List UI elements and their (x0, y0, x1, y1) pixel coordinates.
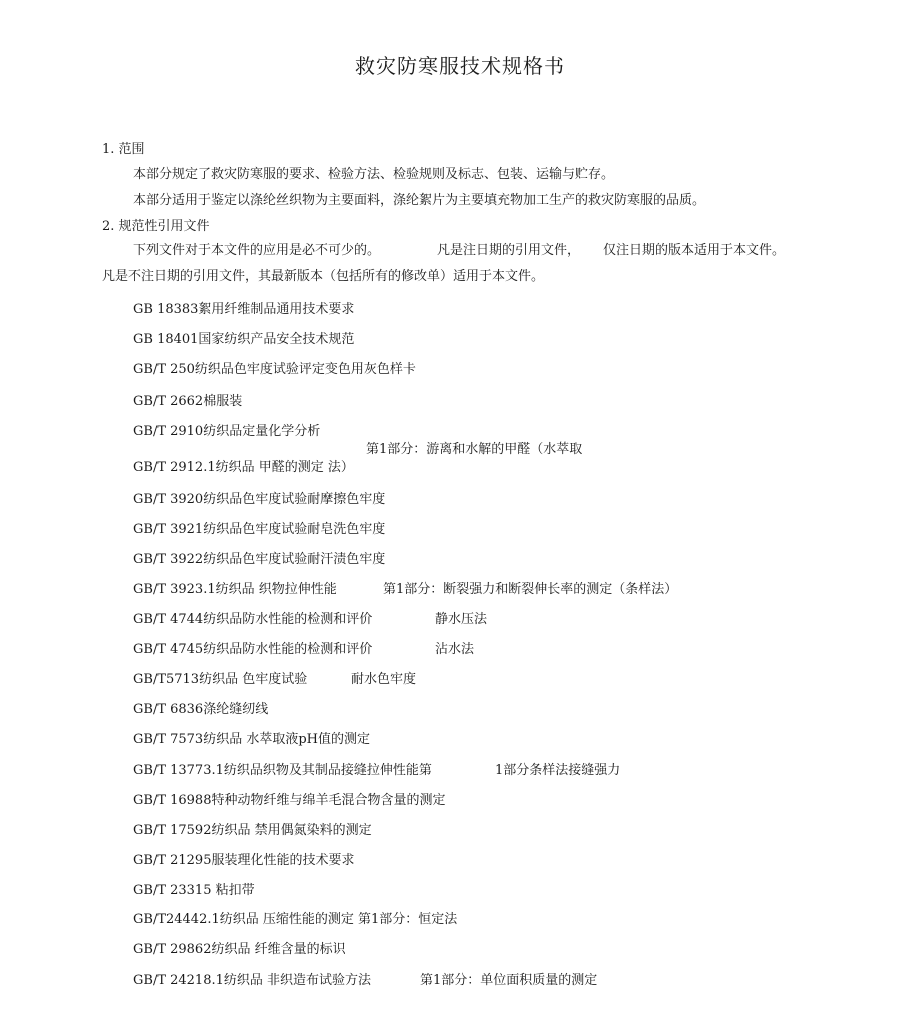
section-2-intro-c: 仅注日期的版本适用于本文件。 (603, 243, 786, 258)
section-2-heading: 2. 规范性引用文件 (102, 219, 210, 234)
section-1-paragraph-1: 本部分规定了救灾防寒服的要求、检验方法、检验规则及标志、包装、运输与贮存。 (133, 167, 615, 182)
reference-item: GB/T24442.1纺织品 压缩性能的测定 第1部分：恒定法 (133, 912, 458, 927)
reference-item: GB/T5713纺织品 色牢度试验 (133, 672, 308, 687)
reference-item: GB/T 29862纺织品 纤维含量的标识 (133, 942, 346, 957)
section-2-intro-line-2: 凡是不注日期的引用文件，其最新版本（包括所有的修改单）适用于本文件。 (102, 269, 545, 284)
section-2-intro-a: 下列文件对于本文件的应用是必不可少的。 (133, 243, 381, 258)
reference-item: GB 18401国家纺织产品安全技术规范 (133, 332, 355, 347)
reference-item: GB/T 2910纺织品定量化学分析 (133, 424, 321, 439)
reference-item-part: 1部分条样法接缝强力 (495, 763, 621, 778)
reference-item: GB 18383絮用纤维制品通用技术要求 (133, 302, 355, 317)
reference-item: GB/T 3922纺织品色牢度试验耐汗渍色牢度 (133, 552, 386, 567)
reference-item: GB/T 2912.1纺织品 甲醛的测定 法） (133, 460, 354, 475)
reference-item: GB/T 2662棉服装 (133, 394, 243, 409)
reference-item-part: 第1部分：断裂强力和断裂伸长率的测定（条样法） (383, 582, 678, 597)
section-1-heading: 1. 范围 (102, 142, 145, 157)
reference-item: GB/T 250纺织品色牢度试验评定变色用灰色样卡 (133, 362, 416, 377)
reference-item: GB/T 24218.1纺织品 非织造布试验方法 (133, 973, 372, 988)
section-2-intro-b: 凡是注日期的引用文件， (437, 243, 581, 258)
document-title: 救灾防寒服技术规格书 (355, 54, 565, 78)
reference-item: GB/T 7573纺织品 水萃取液pH值的测定 (133, 732, 370, 747)
reference-item: GB/T 23315 粘扣带 (133, 883, 255, 898)
reference-item: GB/T 4745纺织品防水性能的检测和评价 (133, 642, 373, 657)
reference-item-part: 静水压法 (435, 612, 488, 627)
reference-item-subtitle: 第1部分：游离和水解的甲醛（水萃取 (366, 442, 583, 457)
reference-item: GB/T 16988特种动物纤维与绵羊毛混合物含量的测定 (133, 793, 446, 808)
reference-item: GB/T 3920纺织品色牢度试验耐摩擦色牢度 (133, 492, 386, 507)
reference-item: GB/T 13773.1纺织品织物及其制品接缝拉伸性能第 (133, 763, 432, 778)
reference-item-part: 第1部分：单位面积质量的测定 (420, 973, 598, 988)
reference-item: GB/T 4744纺织品防水性能的检测和评价 (133, 612, 373, 627)
reference-item: GB/T 21295服装理化性能的技术要求 (133, 853, 355, 868)
reference-item: GB/T 17592纺织品 禁用偶氮染料的测定 (133, 823, 372, 838)
section-1-paragraph-2: 本部分适用于鉴定以涤纶丝织物为主要面料，涤纶絮片为主要填充物加工生产的救灾防寒服的品质。 (133, 193, 706, 208)
reference-item-part: 耐水色牢度 (351, 672, 417, 687)
reference-item: GB/T 3921纺织品色牢度试验耐皂洗色牢度 (133, 522, 386, 537)
reference-item-part: 沾水法 (435, 642, 475, 657)
reference-item: GB/T 6836涤纶缝纫线 (133, 702, 269, 717)
reference-item: GB/T 3923.1纺织品 织物拉伸性能 (133, 582, 337, 597)
